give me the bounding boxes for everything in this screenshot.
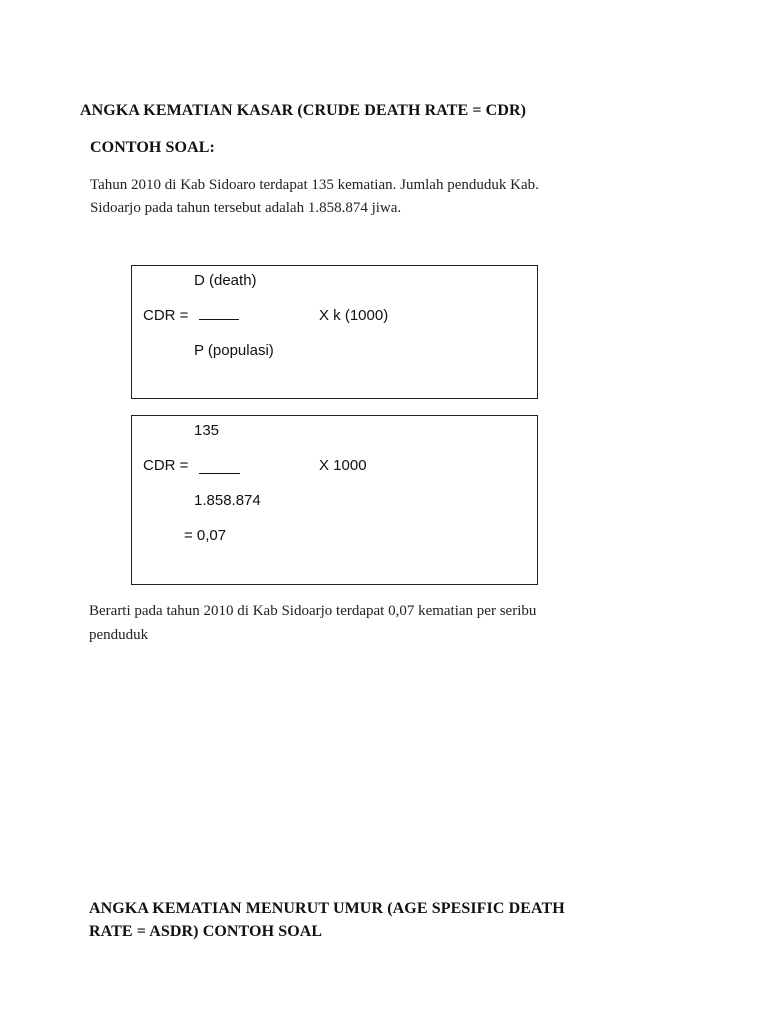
section-heading-asdr-line-2: RATE = ASDR) CONTOH SOAL bbox=[89, 923, 323, 940]
formula-lhs: CDR = bbox=[143, 307, 189, 324]
example-subheading: CONTOH SOAL: bbox=[90, 139, 215, 156]
formula-multiplier: X k (1000) bbox=[319, 307, 389, 324]
formula-numerator: D (death) bbox=[194, 272, 257, 289]
calc-fraction-line bbox=[199, 473, 240, 474]
calc-numerator: 135 bbox=[194, 422, 220, 439]
problem-text-line-2: Sidoarjo pada tahun tersebut adalah 1.858.874 jiwa. bbox=[90, 200, 402, 216]
formula-fraction-line bbox=[199, 319, 239, 320]
calculation-box bbox=[131, 415, 538, 585]
calc-lhs: CDR = bbox=[143, 457, 189, 474]
section-heading-asdr-line-1: ANGKA KEMATIAN MENURUT UMUR (AGE SPESIFIC DEATH bbox=[89, 900, 565, 917]
formula-box bbox=[131, 265, 538, 399]
conclusion-text-line-2: penduduk bbox=[89, 627, 149, 643]
section-heading-cdr: ANGKA KEMATIAN KASAR (CRUDE DEATH RATE = CDR) bbox=[80, 102, 527, 119]
calc-denominator: 1.858.874 bbox=[194, 492, 261, 509]
problem-text-line-1: Tahun 2010 di Kab Sidoaro terdapat 135 kematian. Jumlah penduduk Kab. bbox=[90, 177, 539, 193]
conclusion-text-line-1: Berarti pada tahun 2010 di Kab Sidoarjo terdapat 0,07 kematian per seribu bbox=[89, 603, 537, 619]
calc-result: = 0,07 bbox=[184, 527, 227, 544]
calc-multiplier: X 1000 bbox=[319, 457, 367, 474]
formula-denominator: P (populasi) bbox=[194, 342, 274, 359]
